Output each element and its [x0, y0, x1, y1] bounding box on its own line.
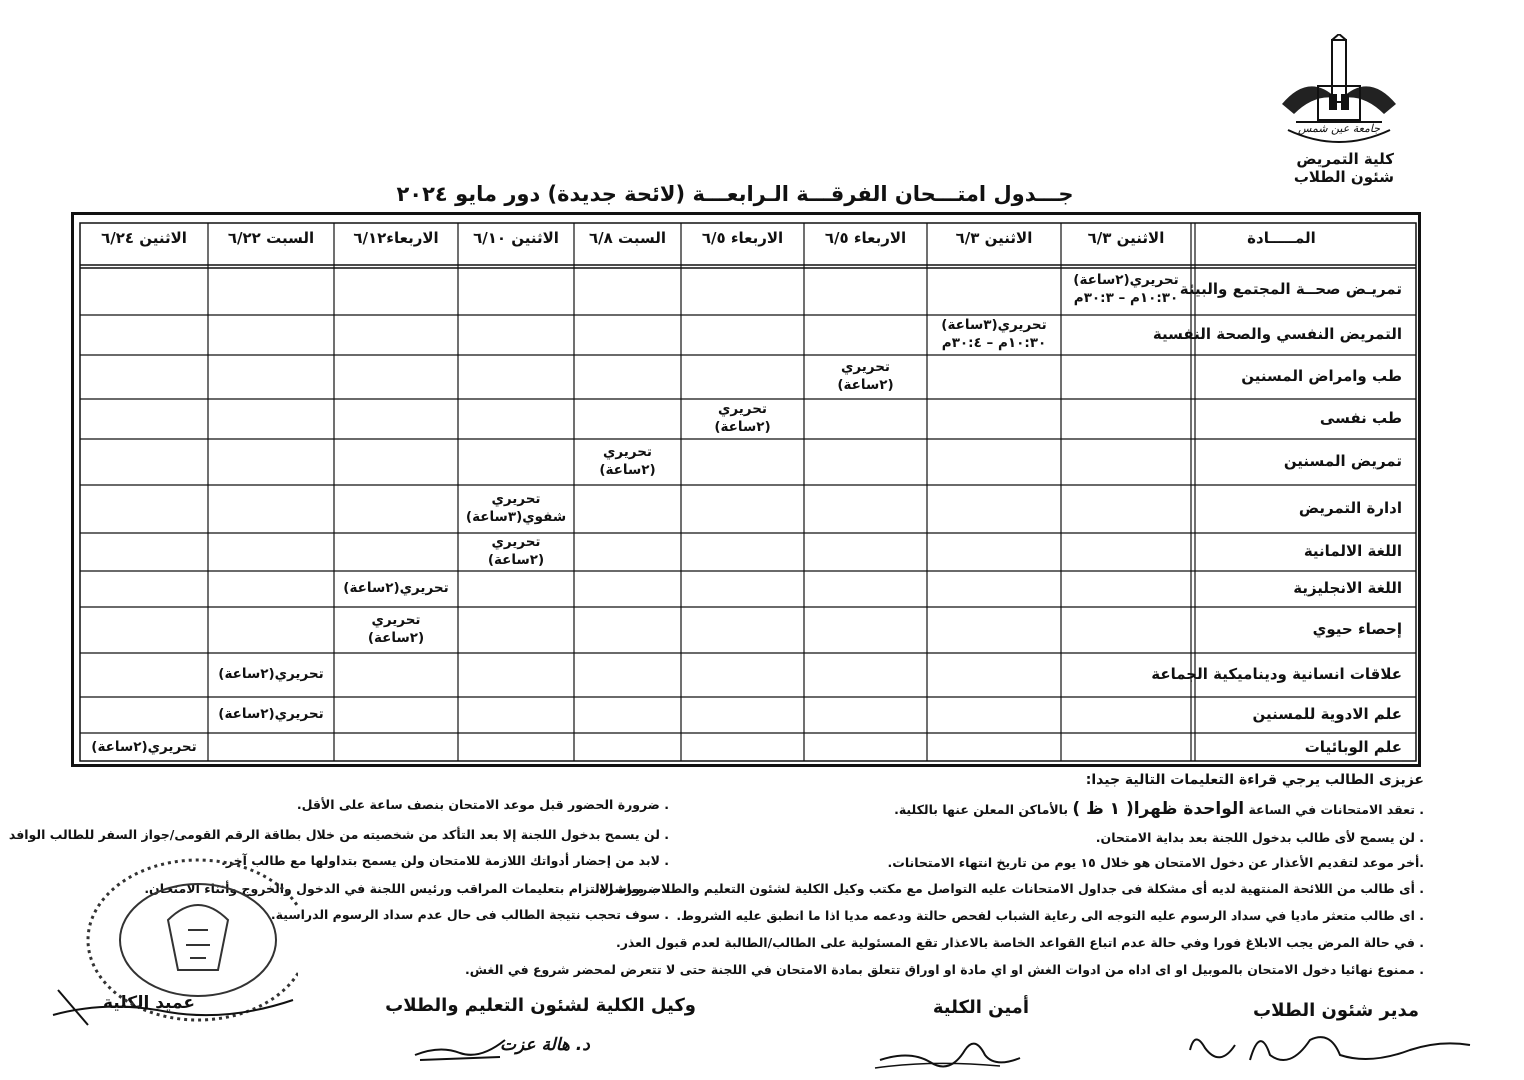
faculty-name: كلية التمريض — [1296, 150, 1394, 168]
exam-entry: ١٠:٣٠م – ٣٠:٣م — [1073, 290, 1179, 306]
day-column-header: السبت ٦/٨ — [588, 229, 667, 247]
exam-entry: تحريري(٣ساعة) — [941, 317, 1047, 333]
secretary-handwritten-signature — [870, 1020, 1030, 1075]
subject-name: إحصاء حيوي — [1312, 620, 1402, 638]
instructions-heading: عزيزى الطالب يرجي قراءة التعليمات التالية جيدا: — [1085, 772, 1424, 788]
exam-entry: (٢ساعة) — [487, 552, 545, 568]
exam-entry: (٢ساعة) — [599, 462, 656, 478]
instruction-text: .أخر موعد لتقديم الأعذار عن دخول الامتحان هو خلال ١٥ يوم من تاريخ انتهاء الامتحانات. — [887, 855, 1424, 870]
exam-entry: شفوي(٣ساعة) — [465, 509, 567, 525]
day-column-header: الاربعاء ٦/٥ — [701, 229, 784, 247]
department-name: شئون الطلاب — [1293, 168, 1394, 186]
instruction-item — [894, 799, 1424, 819]
exam-entry: (٢ساعة) — [714, 419, 771, 435]
instruction-text: . في حالة المرض يجب الابلاغ فورا وفي حالة عدم اتباع القواعد الخاصة بالاعذار تقع المسئولية على الطالب/الطالبة لعدم قبول العذر. — [615, 935, 1424, 950]
exam-entry: تحريري — [840, 359, 891, 375]
instruction-item: . ضرورة الالتزام بتعليمات المراقب ورئيس اللجنة في الدخول والخروج وأثناء الامتحان. — [144, 881, 669, 896]
day-column-header: الاثنين ٦/١٠ — [473, 229, 559, 247]
instruction-item — [676, 908, 1424, 923]
day-column-header: الاثنين ٦/٢٤ — [101, 229, 187, 247]
subject-name: علم الادوية للمسنين — [1252, 705, 1402, 723]
day-column-header: الاثنين ٦/٣ — [1087, 229, 1165, 247]
secretary-signature-title: أمين الكلية — [932, 997, 1029, 1018]
subject-name: اللغة الانجليزية — [1293, 579, 1402, 597]
day-column-header: الاربعاء٦/١٢ — [353, 229, 439, 247]
instruction-item — [465, 962, 1424, 977]
exam-entry: تحريري(٢ساعة) — [91, 739, 197, 755]
subject-name: علاقات انسانية وديناميكية الجماعة — [1151, 665, 1402, 683]
vice-dean-signature-title: وكيل الكلية لشئون التعليم والطلاب — [385, 995, 696, 1016]
day-column-header: الاربعاء ٦/٥ — [824, 229, 907, 247]
exam-entry: تحريري(٢ساعة) — [218, 666, 324, 682]
subject-column-header: المـــــادة — [1247, 229, 1316, 247]
exam-entry: تحريري(٢ساعة) — [343, 580, 449, 596]
student-affairs-handwritten-signature — [1180, 1020, 1480, 1075]
subject-name: علم الوبائيات — [1304, 738, 1402, 756]
instruction-item: . لن يسمح بدخول اللجنة إلا بعد التأكد من شخصيته من خلال بطاقة الرقم القومى/جواز السفر للطالب الوافد — [8, 827, 669, 842]
vice-dean-handwritten-signature — [410, 1025, 510, 1065]
instruction-text: . ممنوع نهائيا دخول الامتحان بالموبيل او اى اداه من ادوات الغش او اي مادة او اوراق تتعلق بمادة الامتحان في اللجنة حتى لا تتعرض لمحضر شروع في الغش. — [465, 962, 1424, 977]
subject-name: اللغة الالمانية — [1303, 542, 1402, 560]
exam-entry: تحريري — [602, 444, 653, 460]
exam-entry: (٢ساعة) — [367, 630, 425, 646]
instruction-text: بالأماكن المعلن عنها بالكلية. — [894, 802, 1073, 817]
subject-name: طب وامراض المسنين — [1241, 367, 1402, 385]
university-logo — [1274, 34, 1404, 154]
subject-name: طب نفسى — [1319, 409, 1402, 427]
exam-entry: تحريري(٢ساعة) — [1073, 272, 1179, 288]
exam-entry: تحريري — [717, 401, 768, 417]
exam-entry: تحريري — [491, 491, 541, 507]
vice-dean-name: د. هالة عزت — [500, 1035, 590, 1055]
subject-name: تمريـض صحــة المجتمع والبيئة — [1179, 280, 1402, 298]
exam-entry: (٢ساعة) — [837, 377, 894, 393]
instruction-text: . أى طالب من اللائحة المنتهية لديه أى مشكلة فى جداول الامتحانات عليه التواصل مع مكتب وكيل الكلية لشئون التعليم والطلاب مباشرة. — [594, 881, 1424, 896]
page-title: جـــدول امتـــحان الفرقـــة الـرابعـــة (لائحة جديدة) دور مايو ٢٠٢٤ — [396, 182, 1074, 206]
logo-text: جامعة عين شمس — [1297, 122, 1381, 135]
instruction-item — [616, 935, 1424, 950]
exam-entry: ١٠:٣٠م – ٣٠:٤م — [941, 335, 1047, 351]
instruction-text: . اى طالب متعثر ماديا في سداد الرسوم عليه التوجه الى رعاية الشباب لفحص حالتة ودعمه مديا اذا ما انطبق عليه الشروط. — [676, 908, 1424, 923]
exam-entry: تحريري — [371, 612, 421, 628]
subject-name: ادارة التمريض — [1298, 499, 1402, 517]
dean-signature-title: عميد الكلية — [103, 993, 195, 1013]
instruction-emphasis: الواحدة ظهرا( ١ ظ ) — [1072, 799, 1245, 819]
instruction-text: . لن يسمح لأى طالب بدخول اللجنة بعد بداية الامتحان. — [1095, 830, 1424, 845]
exam-schedule-table — [71, 212, 1421, 767]
instruction-item — [888, 855, 1424, 870]
faculty-seal-stamp — [48, 850, 298, 1030]
student-affairs-signature-title: مدير شئون الطلاب — [1253, 1000, 1419, 1021]
instruction-item — [1096, 830, 1424, 845]
instruction-item: . ضرورة الحضور قبل موعد الامتحان بنصف ساعة على الأقل. — [296, 797, 669, 812]
day-column-header: الاثنين ٦/٣ — [955, 229, 1033, 247]
exam-entry: تحريري(٢ساعة) — [218, 706, 324, 722]
subject-name: التمريض النفسي والصحة النفسية — [1152, 325, 1402, 343]
instruction-item: . سوف تحجب نتيجة الطالب فى حال عدم سداد الرسوم الدراسية. — [270, 907, 669, 922]
instruction-item: . لابد من إحضار أدواتك اللازمة للامتحان ولن يسمح بتداولها مع طالب آخر. — [221, 853, 669, 868]
subject-name: تمريض المسنين — [1283, 452, 1402, 470]
instruction-text: . تعقد الامتحانات في الساعة — [1244, 802, 1424, 817]
day-column-header: السبت ٦/٢٢ — [227, 229, 315, 247]
instruction-item — [595, 881, 1425, 896]
exam-entry: تحريري — [491, 534, 541, 550]
